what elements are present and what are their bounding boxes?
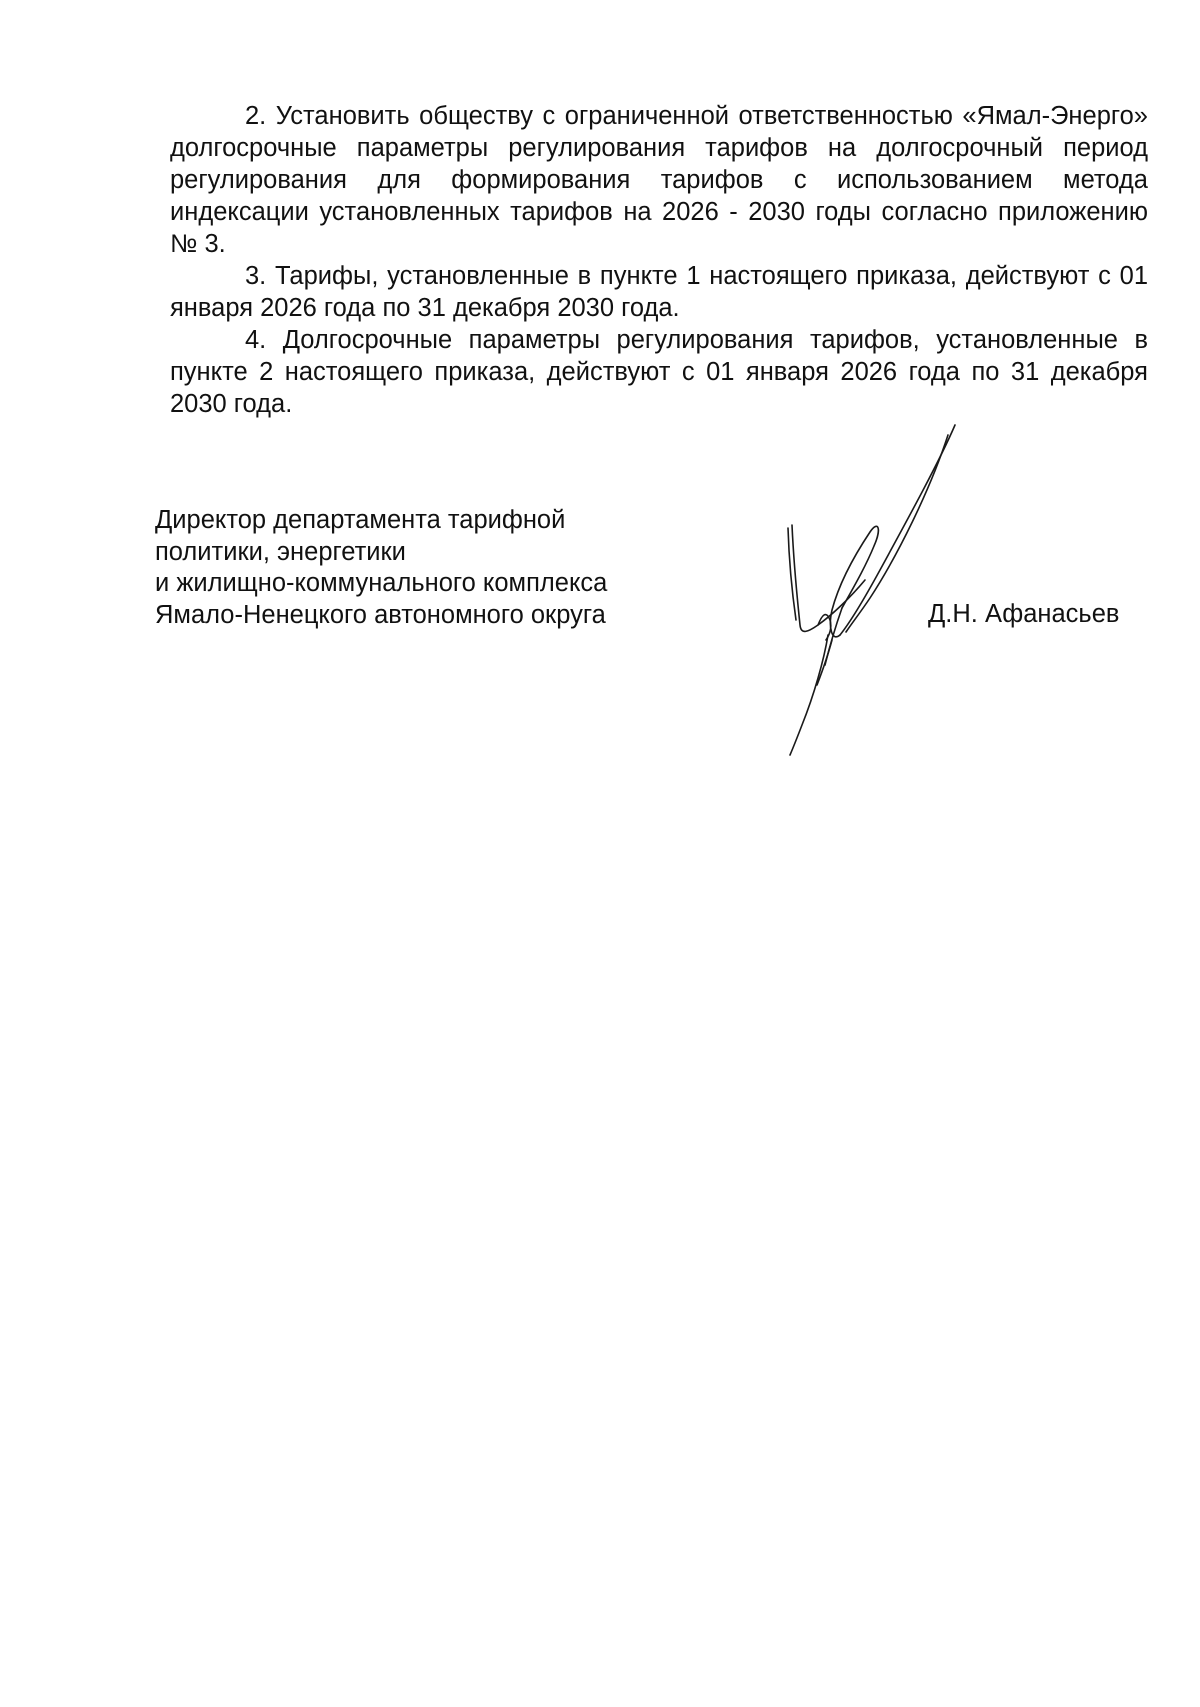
paragraph-item-4: 4. Долгосрочные параметры регулирования тарифов, установленные в пункте 2 настоящего приказа, действуют с 01 января 2026 года по 31 декабря 2030 года.	[170, 326, 1148, 418]
paragraph-item-2: 2. Установить обществу с ограниченной ответственностью «Ямал-Энерго» долгосрочные параметры регулирования тарифов на долгосрочный период регулирования для формирования тарифов с использованием метода индексации установленных тарифов на 2026 - 2030 годы согласно приложению № 3.	[170, 102, 1148, 258]
position-line: Ямало-Ненецкого автономного округа	[155, 600, 606, 629]
handwritten-signature	[770, 420, 970, 760]
order-body	[170, 100, 1148, 420]
paragraph-item-3: 3. Тарифы, установленные в пункте 1 настоящего приказа, действуют с 01 января 2026 года по 31 декабря 2030 года.	[170, 262, 1148, 322]
signer-name: Д.Н. Афанасьев	[928, 600, 1120, 628]
position-line: политики, энергетики	[155, 537, 406, 566]
position-line: и жилищно-коммунального комплекса	[155, 569, 608, 597]
position-line: Директор департамента тарифной	[155, 506, 566, 534]
signatory-position	[155, 505, 685, 631]
